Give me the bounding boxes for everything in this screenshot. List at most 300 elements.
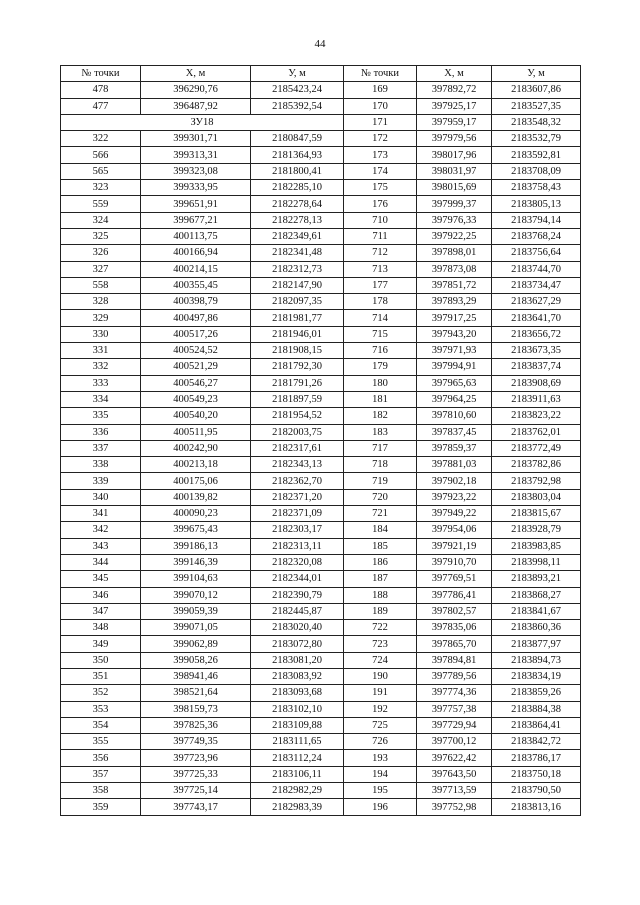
x-coordinate-cell: 397976,33 (417, 212, 492, 228)
point-number-cell: 350 (61, 652, 141, 668)
table-row (61, 554, 581, 570)
point-number-cell: 351 (61, 668, 141, 684)
point-number-cell: 324 (61, 212, 141, 228)
point-number-cell: 337 (61, 440, 141, 456)
x-coordinate-cell: 399301,71 (141, 131, 251, 147)
y-coordinate-cell: 2183673,35 (492, 343, 581, 359)
point-number-cell: 332 (61, 359, 141, 375)
point-number-cell: 354 (61, 717, 141, 733)
y-coordinate-cell: 2181800,41 (251, 163, 344, 179)
point-number-cell: 477 (61, 98, 141, 114)
y-coordinate-cell: 2182320,08 (251, 554, 344, 570)
x-coordinate-cell: 397769,51 (417, 571, 492, 587)
x-coordinate-cell: 397622,42 (417, 750, 492, 766)
point-number-cell: 327 (61, 261, 141, 277)
point-number-cell: 566 (61, 147, 141, 163)
point-number-cell: 558 (61, 277, 141, 293)
y-coordinate-cell: 2181981,77 (251, 310, 344, 326)
point-number-cell: 726 (344, 734, 417, 750)
y-coordinate-cell: 2183837,74 (492, 359, 581, 375)
y-coordinate-cell: 2180847,59 (251, 131, 344, 147)
y-coordinate-cell: 2181792,30 (251, 359, 344, 375)
x-coordinate-cell: 396487,92 (141, 98, 251, 114)
x-coordinate-cell: 397943,20 (417, 326, 492, 342)
table-row (61, 391, 581, 407)
point-number-cell: 713 (344, 261, 417, 277)
y-coordinate-cell: 2183527,35 (492, 98, 581, 114)
point-number-cell: 331 (61, 343, 141, 359)
y-coordinate-cell: 2182371,20 (251, 489, 344, 505)
point-number-cell: 326 (61, 245, 141, 261)
point-number-cell: 343 (61, 538, 141, 554)
y-coordinate-cell: 2183106,11 (251, 766, 344, 782)
point-number-cell: 184 (344, 522, 417, 538)
table-row (61, 245, 581, 261)
y-coordinate-cell: 2183111,65 (251, 734, 344, 750)
y-coordinate-cell: 2181908,15 (251, 343, 344, 359)
y-coordinate-cell: 2183864,41 (492, 717, 581, 733)
point-number-cell: 719 (344, 473, 417, 489)
x-coordinate-cell: 397851,72 (417, 277, 492, 293)
point-number-cell: 179 (344, 359, 417, 375)
header-x: Х, м (141, 66, 251, 82)
x-coordinate-cell: 397789,56 (417, 668, 492, 684)
x-coordinate-cell: 397964,25 (417, 391, 492, 407)
x-coordinate-cell: 397786,41 (417, 587, 492, 603)
x-coordinate-cell: 399675,43 (141, 522, 251, 538)
y-coordinate-cell: 2183868,27 (492, 587, 581, 603)
point-number-cell: 711 (344, 228, 417, 244)
point-number-cell: 723 (344, 636, 417, 652)
x-coordinate-cell: 397837,45 (417, 424, 492, 440)
table-row (61, 783, 581, 799)
point-number-cell: 359 (61, 799, 141, 815)
y-coordinate-cell: 2183656,72 (492, 326, 581, 342)
point-number-cell: 191 (344, 685, 417, 701)
table-row (61, 440, 581, 456)
y-coordinate-cell: 2183805,13 (492, 196, 581, 212)
y-coordinate-cell: 2183532,79 (492, 131, 581, 147)
x-coordinate-cell: 397749,35 (141, 734, 251, 750)
x-coordinate-cell: 399651,91 (141, 196, 251, 212)
x-coordinate-cell: 397729,94 (417, 717, 492, 733)
point-number-cell: 565 (61, 163, 141, 179)
x-coordinate-cell: 399186,13 (141, 538, 251, 554)
y-coordinate-cell: 2182147,90 (251, 277, 344, 293)
table-row (61, 473, 581, 489)
point-number-cell: 186 (344, 554, 417, 570)
x-coordinate-cell: 397835,06 (417, 620, 492, 636)
table-row (61, 82, 581, 98)
x-coordinate-cell: 397810,60 (417, 408, 492, 424)
table-row (61, 212, 581, 228)
table-row (61, 603, 581, 619)
point-number-cell: 716 (344, 343, 417, 359)
y-coordinate-cell: 2182341,48 (251, 245, 344, 261)
x-coordinate-cell: 397725,33 (141, 766, 251, 782)
x-coordinate-cell: 397859,37 (417, 440, 492, 456)
point-number-cell: 180 (344, 375, 417, 391)
x-coordinate-cell: 400549,23 (141, 391, 251, 407)
point-number-cell: 710 (344, 212, 417, 228)
table-row (61, 799, 581, 815)
y-coordinate-cell: 2183072,80 (251, 636, 344, 652)
point-number-cell: 181 (344, 391, 417, 407)
x-coordinate-cell: 400242,90 (141, 440, 251, 456)
table-row (61, 668, 581, 684)
point-number-cell: 335 (61, 408, 141, 424)
x-coordinate-cell: 397894,81 (417, 652, 492, 668)
y-coordinate-cell: 2183782,86 (492, 457, 581, 473)
point-number-cell: 330 (61, 326, 141, 342)
x-coordinate-cell: 397921,19 (417, 538, 492, 554)
table-row (61, 326, 581, 342)
table-row (61, 180, 581, 196)
point-number-cell: 322 (61, 131, 141, 147)
x-coordinate-cell: 397959,17 (417, 114, 492, 130)
y-coordinate-cell: 2182362,70 (251, 473, 344, 489)
point-number-cell: 169 (344, 82, 417, 98)
table-row (61, 685, 581, 701)
x-coordinate-cell: 398015,69 (417, 180, 492, 196)
point-number-cell: 178 (344, 294, 417, 310)
point-number-cell: 725 (344, 717, 417, 733)
table-row (61, 457, 581, 473)
y-coordinate-cell: 2182983,39 (251, 799, 344, 815)
table-row (61, 652, 581, 668)
x-coordinate-cell: 400497,86 (141, 310, 251, 326)
y-coordinate-cell: 2183983,85 (492, 538, 581, 554)
point-number-cell: 185 (344, 538, 417, 554)
header-y: У, м (492, 66, 581, 82)
point-number-cell: 356 (61, 750, 141, 766)
y-coordinate-cell: 2185392,54 (251, 98, 344, 114)
y-coordinate-cell: 2183911,63 (492, 391, 581, 407)
table-row (61, 196, 581, 212)
point-number-cell: 338 (61, 457, 141, 473)
table-row (61, 750, 581, 766)
y-coordinate-cell: 2183758,43 (492, 180, 581, 196)
table-row (61, 343, 581, 359)
point-number-cell: 346 (61, 587, 141, 603)
x-coordinate-cell: 400113,75 (141, 228, 251, 244)
point-number-cell: 355 (61, 734, 141, 750)
x-coordinate-cell: 397893,29 (417, 294, 492, 310)
y-coordinate-cell: 2182097,35 (251, 294, 344, 310)
table-row (61, 277, 581, 293)
y-coordinate-cell: 2182343,13 (251, 457, 344, 473)
y-coordinate-cell: 2183842,72 (492, 734, 581, 750)
y-coordinate-cell: 2183928,79 (492, 522, 581, 538)
point-number-cell: 183 (344, 424, 417, 440)
x-coordinate-cell: 397774,36 (417, 685, 492, 701)
point-number-cell: 325 (61, 228, 141, 244)
y-coordinate-cell: 2182313,11 (251, 538, 344, 554)
y-coordinate-cell: 2183786,17 (492, 750, 581, 766)
point-number-cell: 334 (61, 391, 141, 407)
table-row (61, 538, 581, 554)
y-coordinate-cell: 2183794,14 (492, 212, 581, 228)
x-coordinate-cell: 397723,96 (141, 750, 251, 766)
y-coordinate-cell: 2183813,16 (492, 799, 581, 815)
header-point-number: № точки (344, 66, 417, 82)
point-number-cell: 714 (344, 310, 417, 326)
point-number-cell: 173 (344, 147, 417, 163)
table-row (61, 571, 581, 587)
point-number-cell: 347 (61, 603, 141, 619)
y-coordinate-cell: 2182390,79 (251, 587, 344, 603)
x-coordinate-cell: 397743,17 (141, 799, 251, 815)
y-coordinate-cell: 2183109,88 (251, 717, 344, 733)
x-coordinate-cell: 397917,25 (417, 310, 492, 326)
x-coordinate-cell: 397713,59 (417, 783, 492, 799)
x-coordinate-cell: 397881,03 (417, 457, 492, 473)
y-coordinate-cell: 2182303,17 (251, 522, 344, 538)
point-number-cell: 177 (344, 277, 417, 293)
table-row (61, 359, 581, 375)
x-coordinate-cell: 400355,45 (141, 277, 251, 293)
y-coordinate-cell: 2183627,29 (492, 294, 581, 310)
point-number-cell: 718 (344, 457, 417, 473)
point-number-cell: 712 (344, 245, 417, 261)
table-row (61, 701, 581, 717)
y-coordinate-cell: 2183744,70 (492, 261, 581, 277)
y-coordinate-cell: 2182982,29 (251, 783, 344, 799)
y-coordinate-cell: 2183860,36 (492, 620, 581, 636)
point-number-cell: 358 (61, 783, 141, 799)
table-row (61, 98, 581, 114)
x-coordinate-cell: 399677,21 (141, 212, 251, 228)
table-row (61, 587, 581, 603)
y-coordinate-cell: 2182371,09 (251, 506, 344, 522)
table-row (61, 228, 581, 244)
y-coordinate-cell: 2182344,01 (251, 571, 344, 587)
y-coordinate-cell: 2183734,47 (492, 277, 581, 293)
point-number-cell: 340 (61, 489, 141, 505)
y-coordinate-cell: 2183093,68 (251, 685, 344, 701)
x-coordinate-cell: 399058,26 (141, 652, 251, 668)
x-coordinate-cell: 400398,79 (141, 294, 251, 310)
x-coordinate-cell: 397892,72 (417, 82, 492, 98)
point-number-cell: 720 (344, 489, 417, 505)
point-number-cell: 349 (61, 636, 141, 652)
table-header-row (61, 66, 581, 82)
x-coordinate-cell: 398159,73 (141, 701, 251, 717)
y-coordinate-cell: 2183112,24 (251, 750, 344, 766)
point-number-cell: 342 (61, 522, 141, 538)
point-number-cell: 188 (344, 587, 417, 603)
x-coordinate-cell: 397923,22 (417, 489, 492, 505)
y-coordinate-cell: 2183803,04 (492, 489, 581, 505)
point-number-cell: 721 (344, 506, 417, 522)
x-coordinate-cell: 397949,22 (417, 506, 492, 522)
x-coordinate-cell: 400166,94 (141, 245, 251, 261)
point-number-cell: 187 (344, 571, 417, 587)
x-coordinate-cell: 398031,97 (417, 163, 492, 179)
x-coordinate-cell: 400139,82 (141, 489, 251, 505)
x-coordinate-cell: 397999,37 (417, 196, 492, 212)
coordinates-table (60, 65, 581, 816)
x-coordinate-cell: 397971,93 (417, 343, 492, 359)
point-number-cell: 193 (344, 750, 417, 766)
table-row (61, 261, 581, 277)
y-coordinate-cell: 2181946,01 (251, 326, 344, 342)
x-coordinate-cell: 397873,08 (417, 261, 492, 277)
x-coordinate-cell: 397643,50 (417, 766, 492, 782)
table-row (61, 163, 581, 179)
y-coordinate-cell: 2183592,81 (492, 147, 581, 163)
x-coordinate-cell: 397700,12 (417, 734, 492, 750)
y-coordinate-cell: 2182285,10 (251, 180, 344, 196)
y-coordinate-cell: 2183893,21 (492, 571, 581, 587)
x-coordinate-cell: 399104,63 (141, 571, 251, 587)
y-coordinate-cell: 2183823,22 (492, 408, 581, 424)
y-coordinate-cell: 2183548,32 (492, 114, 581, 130)
point-number-cell: 192 (344, 701, 417, 717)
point-number-cell: 174 (344, 163, 417, 179)
point-number-cell: 336 (61, 424, 141, 440)
point-number-cell: 341 (61, 506, 141, 522)
y-coordinate-cell: 2181954,52 (251, 408, 344, 424)
x-coordinate-cell: 400524,52 (141, 343, 251, 359)
x-coordinate-cell: 399059,39 (141, 603, 251, 619)
y-coordinate-cell: 2183750,18 (492, 766, 581, 782)
y-coordinate-cell: 2182349,61 (251, 228, 344, 244)
page-number: 44 (314, 38, 326, 50)
point-number-cell: 194 (344, 766, 417, 782)
y-coordinate-cell: 2183894,73 (492, 652, 581, 668)
y-coordinate-cell: 2183908,69 (492, 375, 581, 391)
y-coordinate-cell: 2183756,64 (492, 245, 581, 261)
x-coordinate-cell: 400540,20 (141, 408, 251, 424)
point-number-cell: 352 (61, 685, 141, 701)
point-number-cell: 353 (61, 701, 141, 717)
point-number-cell: 329 (61, 310, 141, 326)
table-row (61, 489, 581, 505)
x-coordinate-cell: 400546,27 (141, 375, 251, 391)
y-coordinate-cell: 2181791,26 (251, 375, 344, 391)
table-row (61, 131, 581, 147)
point-number-cell: 328 (61, 294, 141, 310)
y-coordinate-cell: 2183877,97 (492, 636, 581, 652)
point-number-cell: 170 (344, 98, 417, 114)
x-coordinate-cell: 399323,08 (141, 163, 251, 179)
y-coordinate-cell: 2182317,61 (251, 440, 344, 456)
point-number-cell: 196 (344, 799, 417, 815)
x-coordinate-cell: 400175,06 (141, 473, 251, 489)
point-number-cell: 559 (61, 196, 141, 212)
table-row (61, 424, 581, 440)
point-number-cell: 722 (344, 620, 417, 636)
x-coordinate-cell: 398521,64 (141, 685, 251, 701)
x-coordinate-cell: 397965,63 (417, 375, 492, 391)
x-coordinate-cell: 398941,46 (141, 668, 251, 684)
table-row (61, 310, 581, 326)
x-coordinate-cell: 400213,18 (141, 457, 251, 473)
header-point-number: № точки (61, 66, 141, 82)
point-number-cell: 323 (61, 180, 141, 196)
y-coordinate-cell: 2182278,64 (251, 196, 344, 212)
y-coordinate-cell: 2183607,86 (492, 82, 581, 98)
point-number-cell: 717 (344, 440, 417, 456)
x-coordinate-cell: 397925,17 (417, 98, 492, 114)
x-coordinate-cell: 399313,31 (141, 147, 251, 163)
y-coordinate-cell: 2183772,49 (492, 440, 581, 456)
y-coordinate-cell: 2183708,09 (492, 163, 581, 179)
y-coordinate-cell: 2183768,24 (492, 228, 581, 244)
y-coordinate-cell: 2183083,92 (251, 668, 344, 684)
table-row (61, 506, 581, 522)
y-coordinate-cell: 2183641,70 (492, 310, 581, 326)
point-number-cell: 182 (344, 408, 417, 424)
x-coordinate-cell: 397922,25 (417, 228, 492, 244)
x-coordinate-cell: 398017,96 (417, 147, 492, 163)
point-number-cell: 344 (61, 554, 141, 570)
point-number-cell: 175 (344, 180, 417, 196)
y-coordinate-cell: 2183815,67 (492, 506, 581, 522)
table-row (61, 717, 581, 733)
table-row (61, 636, 581, 652)
x-coordinate-cell: 397802,57 (417, 603, 492, 619)
table-row (61, 408, 581, 424)
x-coordinate-cell: 397752,98 (417, 799, 492, 815)
section-label-cell: ЗУ18 (61, 114, 344, 130)
x-coordinate-cell: 397979,56 (417, 131, 492, 147)
y-coordinate-cell: 2182278,13 (251, 212, 344, 228)
x-coordinate-cell: 397725,14 (141, 783, 251, 799)
y-coordinate-cell: 2183792,98 (492, 473, 581, 489)
point-number-cell: 478 (61, 82, 141, 98)
point-number-cell: 724 (344, 652, 417, 668)
x-coordinate-cell: 399062,89 (141, 636, 251, 652)
point-number-cell: 348 (61, 620, 141, 636)
x-coordinate-cell: 397954,06 (417, 522, 492, 538)
point-number-cell: 339 (61, 473, 141, 489)
y-coordinate-cell: 2183998,11 (492, 554, 581, 570)
table-row (61, 766, 581, 782)
x-coordinate-cell: 399146,39 (141, 554, 251, 570)
point-number-cell: 176 (344, 196, 417, 212)
x-coordinate-cell: 397757,38 (417, 701, 492, 717)
table-row (61, 734, 581, 750)
y-coordinate-cell: 2183841,67 (492, 603, 581, 619)
point-number-cell: 195 (344, 783, 417, 799)
point-number-cell: 190 (344, 668, 417, 684)
table-row (61, 147, 581, 163)
point-number-cell: 715 (344, 326, 417, 342)
table-row (61, 294, 581, 310)
y-coordinate-cell: 2181897,59 (251, 391, 344, 407)
x-coordinate-cell: 397910,70 (417, 554, 492, 570)
y-coordinate-cell: 2183081,20 (251, 652, 344, 668)
x-coordinate-cell: 397902,18 (417, 473, 492, 489)
x-coordinate-cell: 400090,23 (141, 506, 251, 522)
point-number-cell: 189 (344, 603, 417, 619)
y-coordinate-cell: 2183790,50 (492, 783, 581, 799)
x-coordinate-cell: 400511,95 (141, 424, 251, 440)
y-coordinate-cell: 2182445,87 (251, 603, 344, 619)
x-coordinate-cell: 399070,12 (141, 587, 251, 603)
point-number-cell: 357 (61, 766, 141, 782)
x-coordinate-cell: 397898,01 (417, 245, 492, 261)
x-coordinate-cell: 399071,05 (141, 620, 251, 636)
x-coordinate-cell: 397825,36 (141, 717, 251, 733)
header-x: Х, м (417, 66, 492, 82)
x-coordinate-cell: 396290,76 (141, 82, 251, 98)
x-coordinate-cell: 400517,26 (141, 326, 251, 342)
y-coordinate-cell: 2182003,75 (251, 424, 344, 440)
y-coordinate-cell: 2181364,93 (251, 147, 344, 163)
